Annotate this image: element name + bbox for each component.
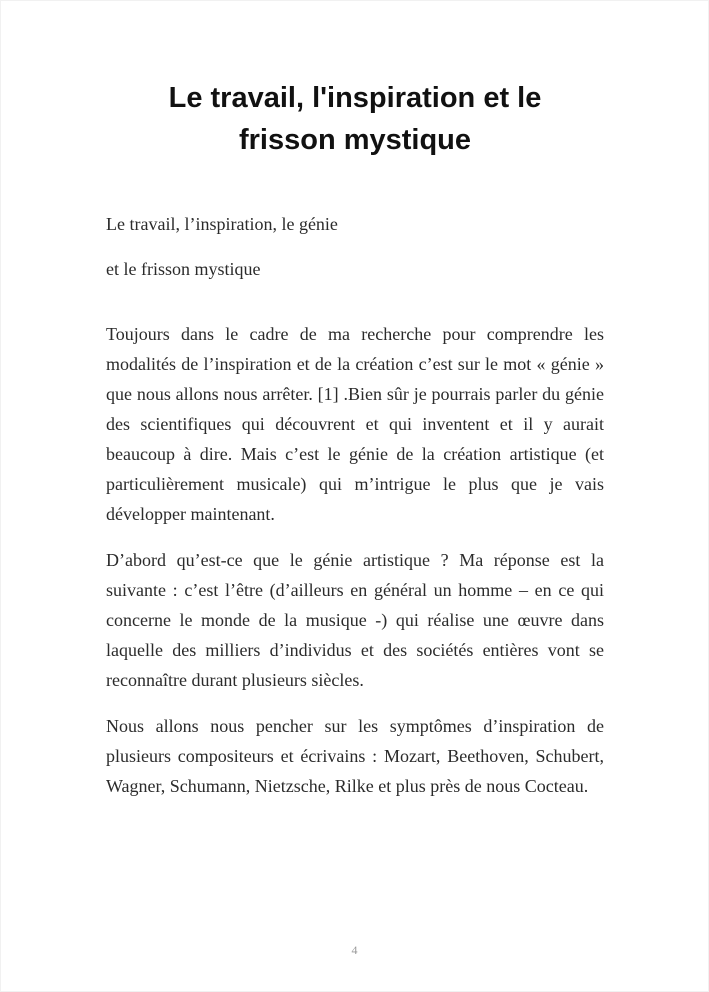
page-footer <box>1 941 708 959</box>
page-number: 4 <box>351 943 358 957</box>
page-title: Le travail, l'inspiration et le frisson mystique <box>168 82 542 157</box>
intro-line-2: et le frisson mystique <box>106 259 261 280</box>
intro-line-1: Le travail, l’inspiration, le génie <box>106 214 338 235</box>
paragraph-2: D’abord qu’est-ce que le génie artistique ? Ma réponse est la suivante : c’est l’être (d’ailleurs en général un homme – en ce qui concerne le monde de la musique -) qui réalise une œuvre dans laquelle des milliers d’individus et des sociétés entières vont se reconnaître durant plusieurs siècles. <box>106 550 604 691</box>
paragraph-3: Nous allons nous pencher sur les symptômes d’inspiration de plusieurs compositeurs et écrivains : Mozart, Beethoven, Schubert, Wagner, Schumann, Nietzsche, Rilke et plus près de nous Cocteau. <box>106 716 604 797</box>
paragraph-1: Toujours dans le cadre de ma recherche pour comprendre les modalités de l’inspiration et de la création c’est sur le mot « génie » que nous allons nous arrêter. [1] .Bien sûr je pourrais parler du génie des scientifiques qui découvrent et qui inventent et il y aurait beaucoup à dire. Mais c’est le génie de la création artistique (et particulièrement musicale) qui m’intrigue le plus que je vais développer maintenant. <box>106 324 604 525</box>
